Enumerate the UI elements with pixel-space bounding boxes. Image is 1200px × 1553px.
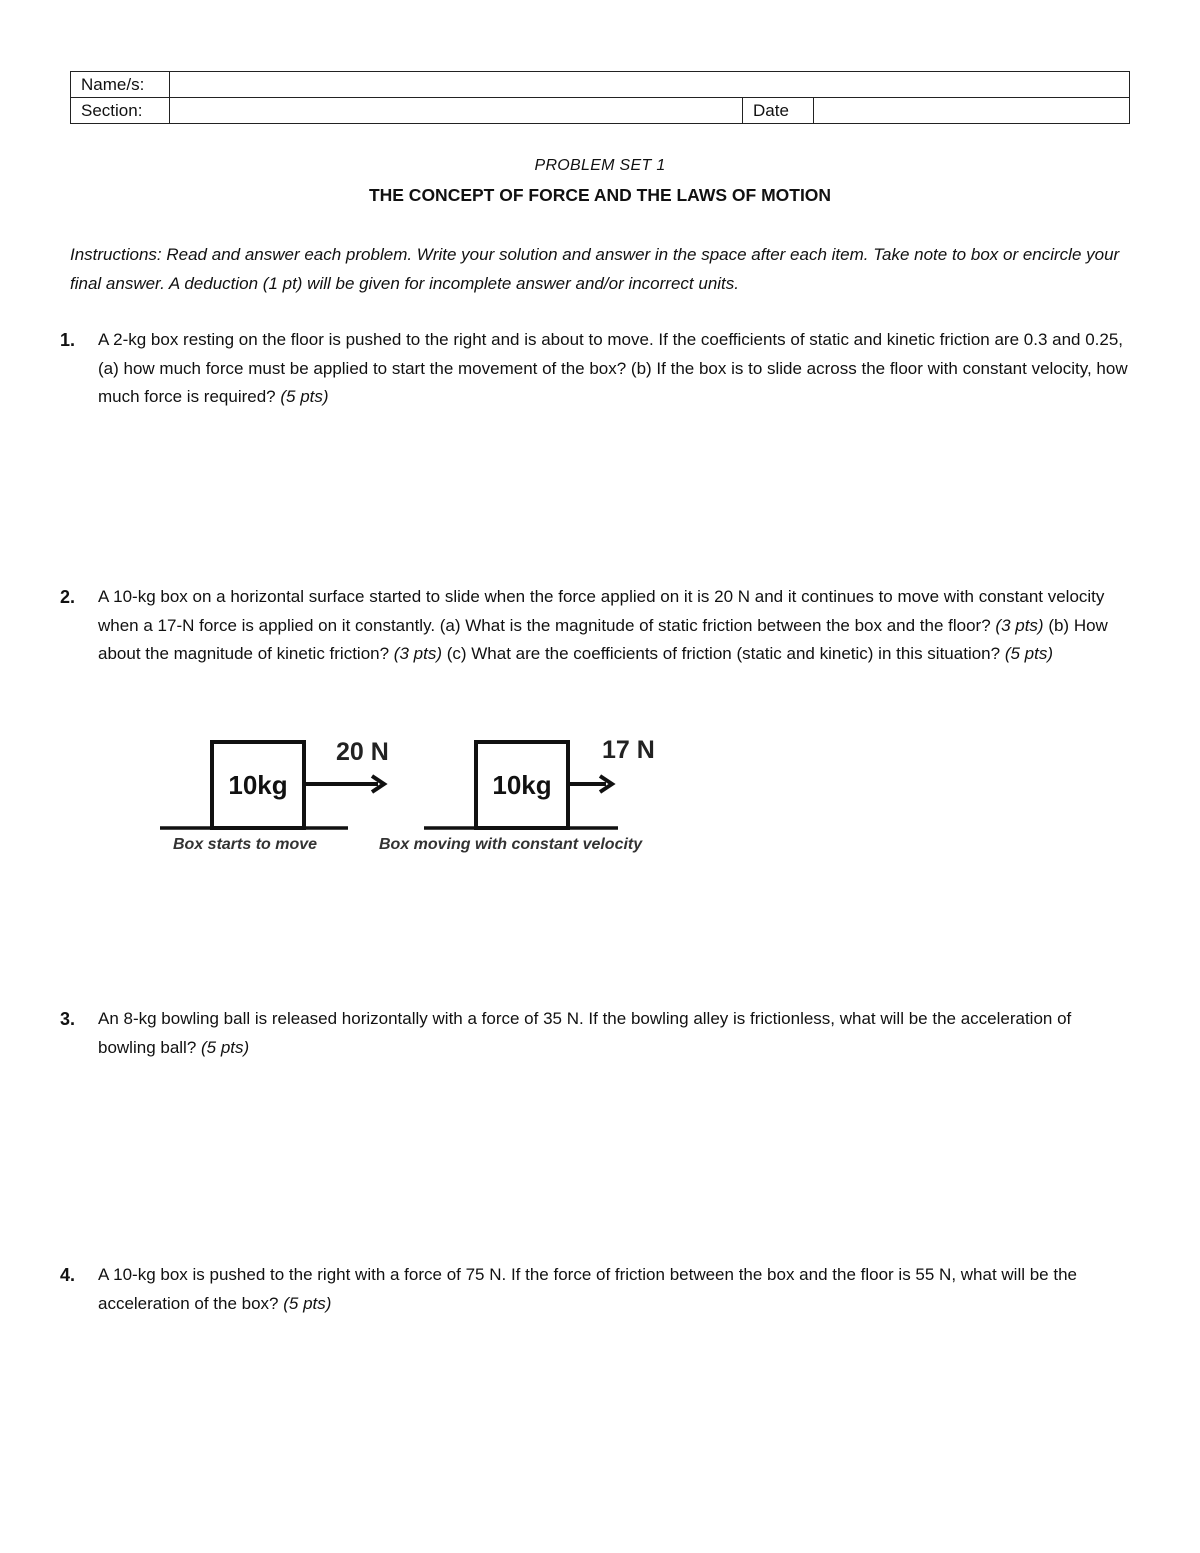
- problem-set-label: PROBLEM SET 1: [534, 157, 666, 174]
- problem-set-title: THE CONCEPT OF FORCE AND THE LAWS OF MOTION: [368, 185, 832, 205]
- caption-right: Box moving with constant velocity: [379, 836, 643, 853]
- instructions: Instructions: Read and answer each problem. Write your solution and answer in the space after each item. Take note to box or encircle your final answer. A deduction (1 pt) will be given for incomplete answer and/or incorrect units.: [70, 245, 1120, 293]
- points: (5 pts): [280, 387, 329, 406]
- problem-number: 4.: [60, 1265, 76, 1285]
- date-field[interactable]: [814, 98, 1130, 124]
- box-right-label: 10kg: [492, 770, 552, 800]
- section-field[interactable]: [170, 98, 743, 124]
- points: (5 pts): [1004, 644, 1053, 663]
- force-right-label: 17 N: [602, 736, 655, 764]
- problem-1: [60, 326, 1128, 412]
- caption-left: Box starts to move: [173, 836, 318, 853]
- section-label: Section:: [71, 98, 170, 124]
- box-left-label: 10kg: [228, 770, 288, 800]
- points: (3 pts): [393, 644, 442, 663]
- date-label: Date: [743, 98, 814, 124]
- problem-4: [60, 1261, 1128, 1318]
- force-diagram: [150, 722, 680, 862]
- name-field[interactable]: [170, 72, 1130, 98]
- problem-number: 2.: [60, 587, 76, 607]
- problem-number: 3.: [60, 1009, 76, 1029]
- name-label: Name/s:: [71, 72, 170, 98]
- points: (5 pts): [283, 1293, 332, 1313]
- force-left-label: 20 N: [336, 738, 389, 766]
- problem-text: A 10-kg box on a horizontal surface started to slide when the force applied on it is 20 N and it continues to move with constant velocity when a 17-N force is applied on it constantly. (a) What is the magnitude of static friction between the box and the floor? (3 pts) (b) How about the magnitude of kinetic friction? (3 pts) (c) What are the coefficients of friction (static and kinetic) in this situation? (5 pts): [98, 587, 1108, 663]
- problem-text: A 2-kg box resting on the floor is pushed to the right and is about to move. If the coefficients of static and kinetic friction are 0.3 and 0.25, (a) how much force must be applied to start the movement of the box? (b) If the box is to slide across the floor with constant velocity, how much force is required? (5 pts): [98, 330, 1128, 406]
- problem-text: A 10-kg box is pushed to the right with a force of 75 N. If the force of friction between the box and the floor is 55 N, what will be the acceleration of the box? (5 pts): [98, 1265, 1077, 1313]
- points: (3 pts): [995, 615, 1044, 635]
- force-diagram-svg: [150, 722, 680, 862]
- problem-3: [60, 1005, 1128, 1062]
- problem-number: 1.: [60, 330, 76, 350]
- problem-text: An 8-kg bowling ball is released horizontally with a force of 35 N. If the bowling alley is frictionless, what will be the acceleration of bowling ball? (5 pts): [98, 1009, 1072, 1057]
- points: (5 pts): [201, 1037, 250, 1057]
- student-info-table: [70, 71, 1130, 124]
- problem-2: [60, 583, 1128, 669]
